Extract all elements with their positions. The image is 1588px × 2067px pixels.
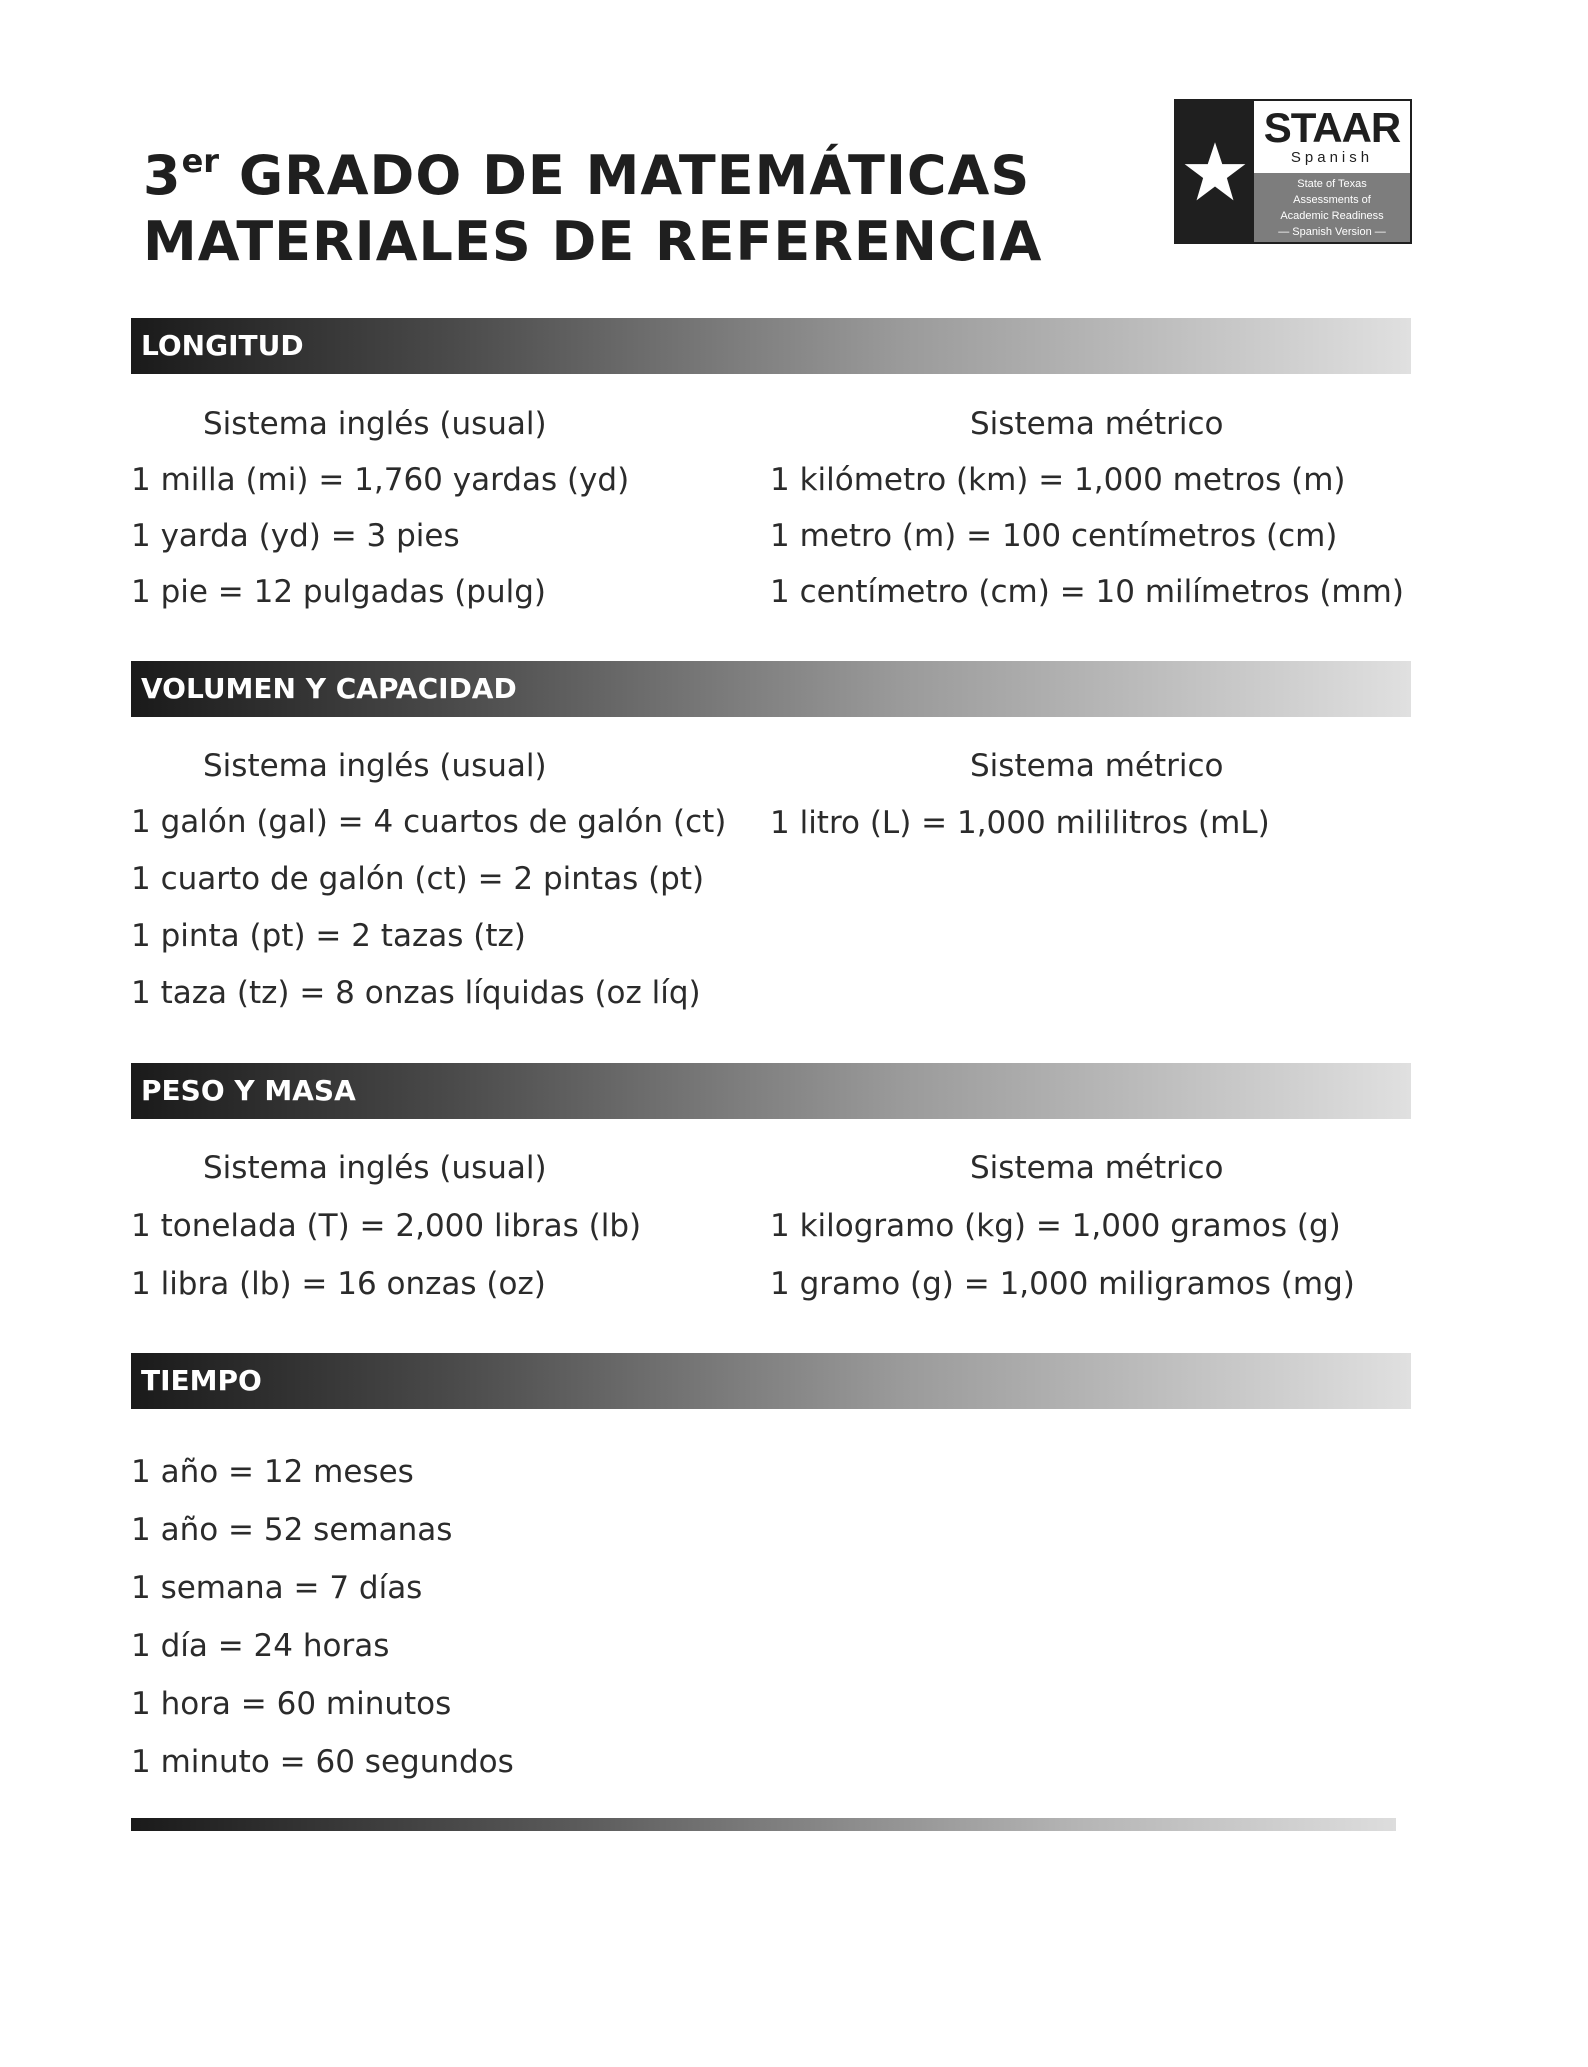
logo-subtitle: Spanish <box>1290 149 1374 166</box>
volumen-english-item: 1 pinta (pt) = 2 tazas (tz) <box>131 918 526 954</box>
tiempo-item: 1 año = 12 meses <box>131 1454 414 1490</box>
section-header-tiempo: TIEMPO <box>131 1353 1411 1409</box>
longitud-english-heading: Sistema inglés (usual) <box>203 406 547 442</box>
volumen-english-item: 1 galón (gal) = 4 cuartos de galón (ct) <box>131 804 727 840</box>
grade-number: 3 <box>143 144 182 207</box>
tiempo-item: 1 año = 52 semanas <box>131 1512 453 1548</box>
peso-metric-item: 1 gramo (g) = 1,000 miligramos (mg) <box>770 1266 1355 1302</box>
peso-metric-item: 1 kilogramo (kg) = 1,000 gramos (g) <box>770 1208 1341 1244</box>
title-line-1 <box>143 144 1030 207</box>
peso-english-item: 1 tonelada (T) = 2,000 libras (lb) <box>131 1208 642 1244</box>
grade-suffix: er <box>181 142 220 180</box>
page-title <box>143 128 1042 275</box>
peso-english-item: 1 libra (lb) = 16 onzas (oz) <box>131 1266 546 1302</box>
longitud-metric-item: 1 centímetro (cm) = 10 milímetros (mm) <box>770 574 1404 610</box>
volumen-metric-item: 1 litro (L) = 1,000 mililitros (mL) <box>770 805 1270 841</box>
peso-metric-heading: Sistema métrico <box>970 1150 1224 1186</box>
longitud-english-item: 1 yarda (yd) = 3 pies <box>131 518 460 554</box>
tiempo-item: 1 hora = 60 minutos <box>131 1686 452 1722</box>
tiempo-item: 1 minuto = 60 segundos <box>131 1744 514 1780</box>
volumen-english-heading: Sistema inglés (usual) <box>203 748 547 784</box>
longitud-english-item: 1 milla (mi) = 1,760 yardas (yd) <box>131 462 630 498</box>
longitud-metric-item: 1 metro (m) = 100 centímetros (cm) <box>770 518 1338 554</box>
staar-logo <box>1174 99 1412 244</box>
volumen-metric-heading: Sistema métrico <box>970 748 1224 784</box>
footer-divider <box>131 1818 1396 1831</box>
title-line-1-rest: GRADO DE MATEMÁTICAS <box>219 144 1031 207</box>
section-header-volumen: VOLUMEN Y CAPACIDAD <box>131 661 1411 717</box>
longitud-metric-heading: Sistema métrico <box>970 406 1224 442</box>
star-icon <box>1176 101 1254 242</box>
title-line-2: MATERIALES DE REFERENCIA <box>143 210 1043 273</box>
logo-wordmark: STAAR <box>1263 104 1401 151</box>
longitud-metric-item: 1 kilómetro (km) = 1,000 metros (m) <box>770 462 1346 498</box>
longitud-english-item: 1 pie = 12 pulgadas (pulg) <box>131 574 547 610</box>
section-header-longitud: LONGITUD <box>131 318 1411 374</box>
tiempo-item: 1 semana = 7 días <box>131 1570 423 1606</box>
volumen-english-item: 1 taza (tz) = 8 onzas líquidas (oz líq) <box>131 975 701 1011</box>
logo-description: State of Texas Assessments of Academic Readiness — Spanish Version — <box>1254 173 1410 242</box>
volumen-english-item: 1 cuarto de galón (ct) = 2 pintas (pt) <box>131 861 705 897</box>
tiempo-item: 1 día = 24 horas <box>131 1628 390 1664</box>
peso-english-heading: Sistema inglés (usual) <box>203 1150 547 1186</box>
section-header-peso: PESO Y MASA <box>131 1063 1411 1119</box>
